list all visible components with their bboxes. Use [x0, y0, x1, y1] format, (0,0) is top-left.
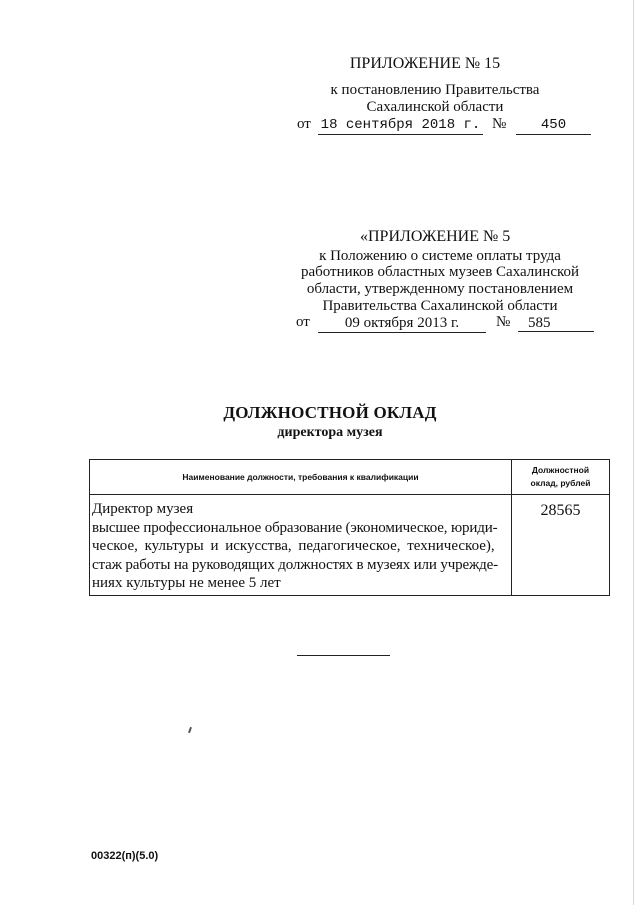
position-line-5: ниях культуры не менее 5 лет [92, 575, 281, 591]
appendix-15-date: 18 сентября 2018 г. [318, 116, 483, 135]
appendix-5-line-3: области, утвержденному постановлением [306, 281, 574, 297]
appendix-15-line-1: к постановлению Правительства [330, 82, 540, 98]
document-code: 00322(п)(5.0) [91, 850, 159, 862]
scan-mark [188, 727, 192, 733]
appendix-5-line-1: к Положению о системе оплаты труда [319, 248, 561, 264]
table-header-salary-line-2: оклад, рублей [530, 478, 591, 488]
appendix-15-title: ПРИЛОЖЕНИЕ № 15 [349, 55, 501, 72]
appendix-15-line-2: Сахалинской области [366, 99, 504, 115]
position-line-4: стаж работы на руководящих должностях в музеях или учрежде- [92, 556, 499, 573]
number-label: № [496, 314, 511, 330]
appendix-5-line-4: Правительства Сахалинской области [322, 298, 558, 314]
appendix-5-date-row [296, 314, 596, 334]
number-label: № [492, 116, 507, 132]
appendix-15-date-row [297, 116, 597, 136]
appendix-5-line-2: работников областных музеев Сахалинской [300, 264, 580, 280]
from-label: от [296, 314, 310, 330]
position-line-2: высшее профессиональное образование (экономическое, юриди- [92, 519, 498, 536]
page-edge [633, 0, 634, 905]
appendix-5-title: «ПРИЛОЖЕНИЕ № 5 [360, 228, 511, 245]
document-title: ДОЛЖНОСТНОЙ ОКЛАД [223, 403, 437, 422]
end-divider [297, 655, 390, 656]
position-line-1: Директор музея [92, 501, 194, 517]
table-header-divider [90, 494, 609, 495]
salary-table [89, 459, 610, 596]
appendix-15-number: 450 [516, 116, 591, 135]
document-subtitle: директора музея [277, 425, 383, 440]
table-cell-salary: 28565 [540, 502, 581, 519]
table-header-salary [511, 464, 610, 490]
table-header-position: Наименование должности, требования к квалификации [182, 472, 419, 482]
appendix-5-date: 09 октября 2013 г. [318, 314, 486, 333]
appendix-5-number: 585 [518, 314, 594, 332]
table-header-salary-line-1: Должностной [531, 465, 590, 475]
position-line-3: ческое, культуры и искусства, педагогическое, техническое), [92, 538, 495, 554]
table-cell-position [92, 500, 509, 593]
from-label: от [297, 116, 311, 132]
